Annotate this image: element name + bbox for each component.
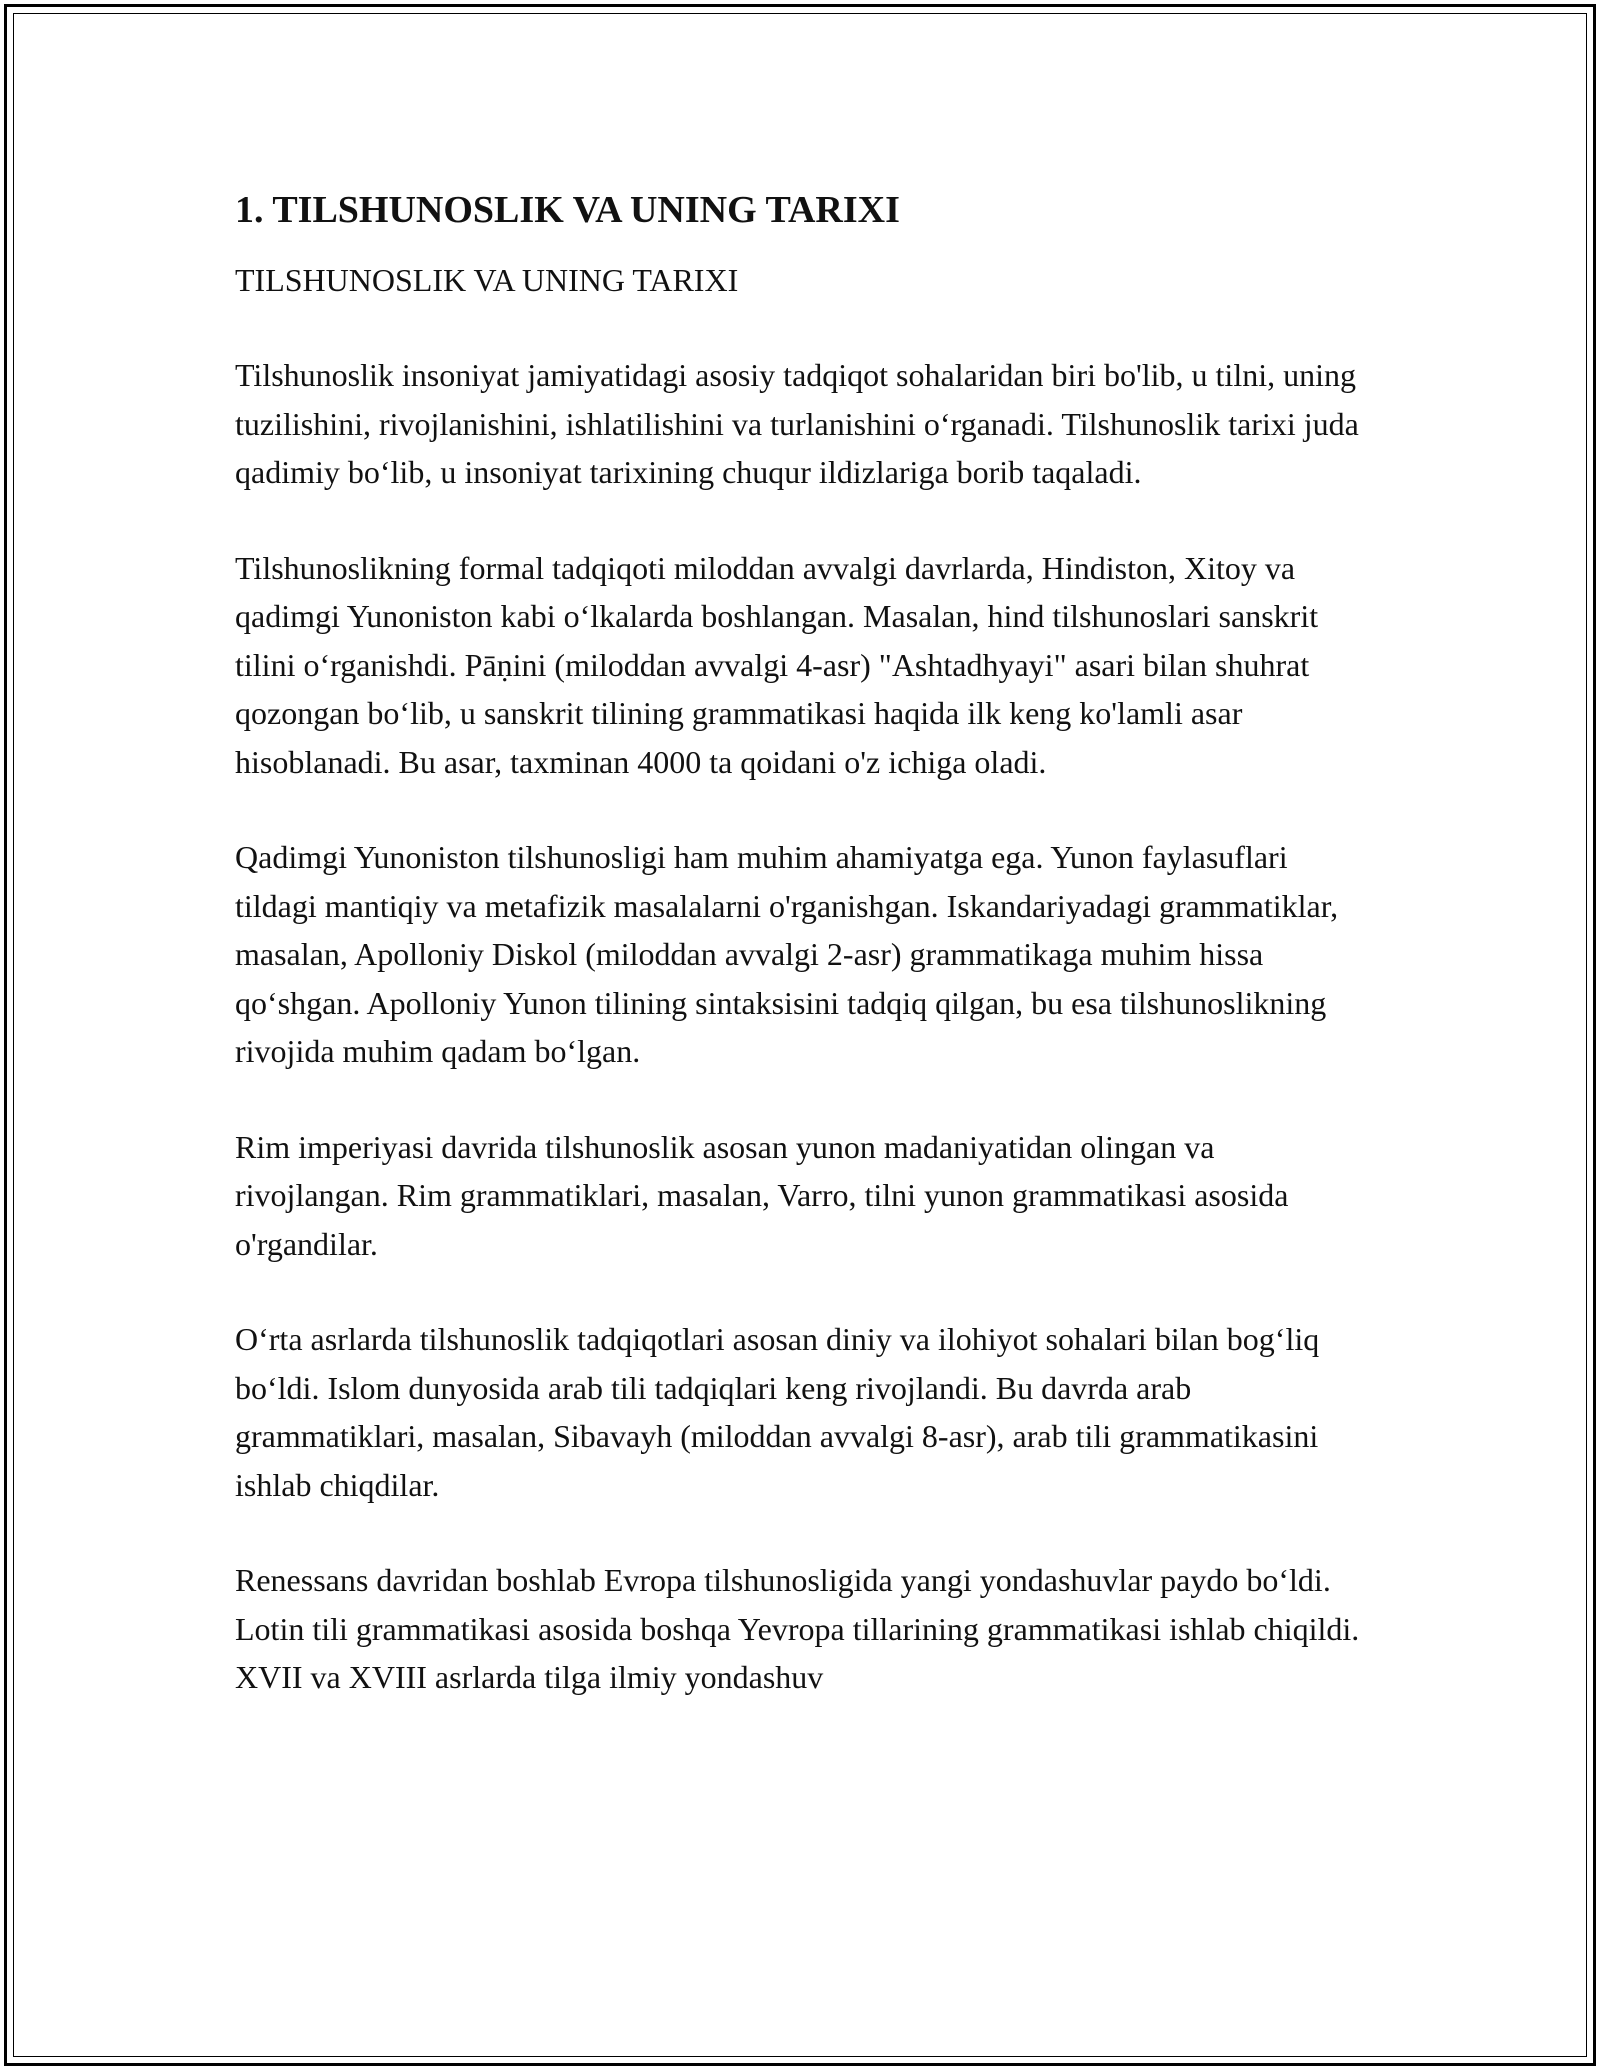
section-subtitle: TILSHUNOSLIK VA UNING TARIXI <box>235 262 739 298</box>
page-title: 1. TILSHUNOSLIK VA UNING TARIXI <box>235 189 900 231</box>
paragraph-middle-ages: O‘rta asrlarda tilshunoslik tadqiqotlari asosan diniy va ilohiyot sohalari bilan bog‘liq bo‘ldi. Islom dunyosida arab tili tadqiqlari keng rivojlandi. Bu davrda arab grammatiklari, masalan, Sibavayh (miloddan avvalgi 8-asr), arab tili grammatikasini ishlab chiqdilar. <box>235 1321 1320 1503</box>
document-body <box>235 186 1375 1749</box>
paragraph-ancient-india: Tilshunoslikning formal tadqiqoti miloddan avvalgi davrlarda, Hindiston, Xitoy va qadimgi Yunoniston kabi o‘lkalarda boshlangan. Masalan, hind tilshunoslari sanskrit tilini o‘rganishdi. Pāṇini (miloddan avvalgi 4-asr) "Ashtadhyayi" asari bilan shuhrat qozongan bo‘lib, u sanskrit tilining grammatikasi haqida ilk keng ko'lamli asar hisoblanadi. Bu asar, taxminan 4000 ta qoidani o'z ichiga oladi. <box>235 549 1319 780</box>
paragraph-roman-empire: Rim imperiyasi davrida tilshunoslik asosan yunon madaniyatidan olingan va rivojlangan. Rim grammatiklari, masalan, Varro, tilni yunon grammatikasi asosida o'rgandilar. <box>235 1128 1289 1262</box>
paragraph-renaissance: Renessans davridan boshlab Evropa tilshunosligida yangi yondashuvlar paydo bo‘ldi. Lotin tili grammatikasi asosida boshqa Yevropa tillarining grammatikasi ishlab chiqildi. XVII va XVIII asrlarda tilga ilmiy yondashuv <box>235 1562 1360 1695</box>
paragraph-intro: Tilshunoslik insoniyat jamiyatidagi asosiy tadqiqot sohalaridan biri bo'lib, u tilni, uning tuzilishini, rivojlanishini, ishlatilishini va turlanishini o‘rganadi. Tilshunoslik tarixi juda qadimiy bo‘lib, u insoniyat tarixining chuqur ildizlariga borib taqaladi. <box>235 357 1359 490</box>
paragraph-ancient-greece: Qadimgi Yunoniston tilshunosligi ham muhim ahamiyatga ega. Yunon faylasuflari tildagi mantiqiy va metafizik masalalarni o'rganishgan. Iskandariyadagi grammatiklar, masalan, Apolloniy Diskol (miloddan avvalgi 2-asr) grammatikaga muhim hissa qo‘shgan. Apolloniy Yunon tilining sintaksisini tadqiq qilgan, bu esa tilshunoslikning rivojida muhim qadam bo‘lgan. <box>235 839 1339 1069</box>
